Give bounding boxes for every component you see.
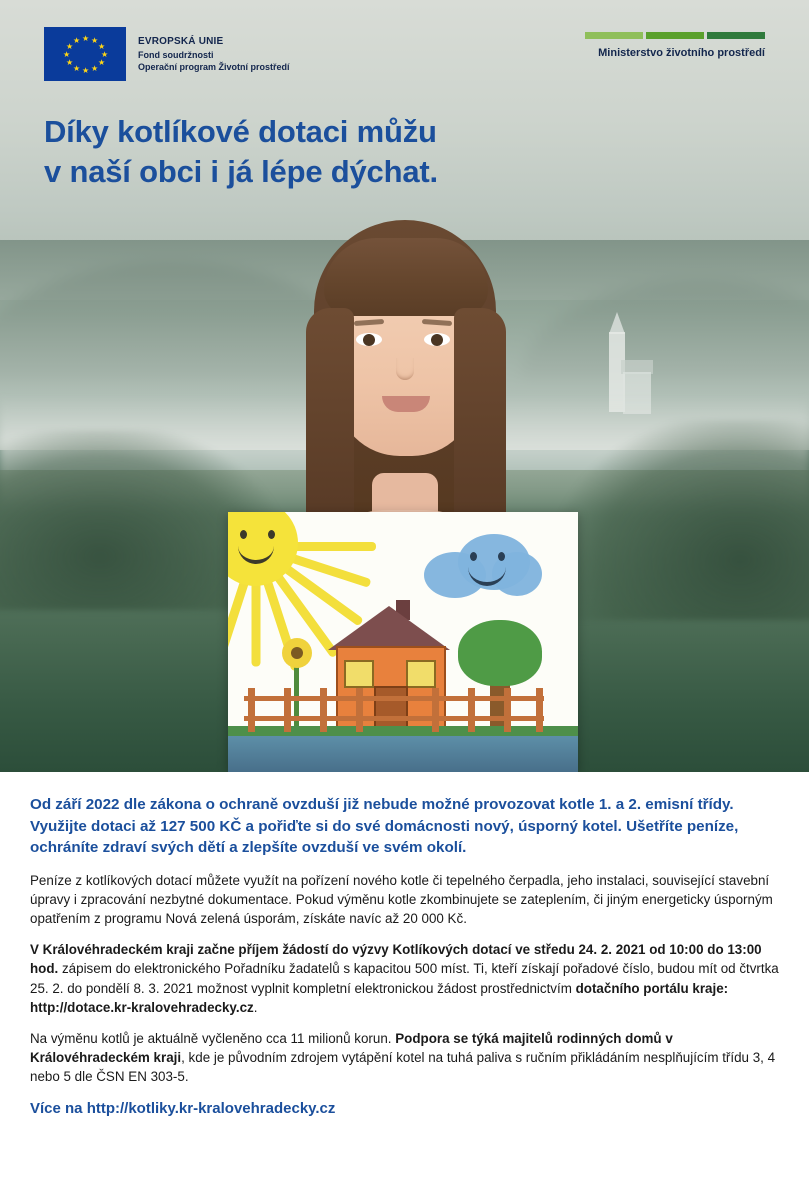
paragraph-2-bold-2: dotačního portálu kraje: http://dotace.kr-kralovehradecky.cz (30, 980, 729, 1015)
ministry-label: Ministerstvo životního prostředí (598, 47, 765, 59)
house-window-right (406, 660, 436, 688)
eu-line-3: Operační program Životní prostředí (138, 61, 290, 72)
drawing-fence (244, 688, 544, 738)
page-title (44, 112, 744, 191)
drawing-cloud-icon (424, 534, 542, 604)
sun-eye-right (268, 530, 275, 539)
paragraph-2 (30, 940, 779, 1017)
cloud-eye-left (470, 552, 477, 561)
childrens-drawing (228, 512, 578, 772)
headline-line-2: v naší obci i já lépe dýchat. (44, 153, 438, 189)
house-window-left (344, 660, 374, 688)
church-spire (609, 312, 625, 334)
hair-fringe (324, 238, 488, 316)
eu-logo-block (44, 27, 290, 81)
ministry-logo-block (585, 32, 765, 59)
eu-logo-text (138, 35, 290, 73)
eye-right (424, 333, 450, 346)
nose (396, 358, 414, 380)
paragraph-3-bold: Podpora se týká majitelů rodinných domů v Královéhradeckém kraji (30, 1030, 673, 1065)
lead-paragraph: Od září 2022 dle zákona o ochraně ovzduší již nebude možné provozovat kotle 1. a 2. emisní třídy. Využijte dotaci až 127 500 KČ a pořiďte si do své domácnosti nový, úsporný kotel. Ušetříte peníze, ochráníte zdraví svých dětí a zlepšíte ovzduší ve svém okolí. (30, 796, 739, 857)
headline-line-1: Díky kotlíkové dotaci můžu (44, 114, 437, 149)
treeline-right (560, 420, 809, 620)
drawing-sun-icon (228, 512, 334, 616)
sun-eye-left (240, 530, 247, 539)
paragraph-1: Peníze z kotlíkových dotací můžete využít na pořízení nového kotle či tepelného čerpadla, jeho instalaci, související stavební úpravy i zpracování nezbytné dokumentace. Pokud výměnu kotle zkombinujete se zateplením, či jiným energeticky úsporným opatřením z programu Nová zelená úsporám, získáte navíc až 20 000 Kč. (30, 872, 773, 927)
paragraph-3-end: , kde je původním zdrojem vytápění kotel na tuhá paliva s ručním přikládáním nesplňujícím třídu 3, 4 nebo 5 dle ČSN EN 303-5. (30, 1049, 776, 1085)
eu-line-1: EVROPSKÁ UNIE (138, 36, 224, 48)
paragraph-2-mid: zápisem do elektronického Pořadníku žadatelů s kapacitou 500 míst. Ti, kteří získají pořadové číslo, budou mít od čtvrtka 25. 2. do pondělí 8. 3. 2021 možnost vyplnit kompletní elektronickou žádost prostřednictvím (30, 961, 779, 996)
more-info-link[interactable]: Více na http://kotliky.kr-kralovehradecky.cz (30, 1100, 336, 1118)
paragraph-3-start: Na výměnu kotlů je aktuálně vyčleněno cca 11 milionů korun. (30, 1030, 396, 1046)
eu-flag-icon: ★ ★ ★ ★ ★ ★ ★ ★ ★ ★ ★ ★ (44, 27, 126, 81)
house-roof (328, 606, 450, 650)
ministry-bars-icon (585, 32, 765, 39)
paragraph-2-end: . (253, 999, 258, 1015)
drawing-ground (228, 736, 578, 772)
paragraph-2-bold-1: V Královéhradeckém kraji začne příjem žádostí do výzvy Kotlíkových dotací ve středu 24. 2. 2021 od 10:00 do 13:00 hod. (30, 942, 762, 977)
eu-line-2: Fond soudržnosti (138, 49, 214, 60)
paragraph-3 (30, 1029, 779, 1086)
cloud-eye-right (498, 552, 505, 561)
body-text-block (0, 772, 809, 1193)
eye-left (356, 333, 382, 346)
